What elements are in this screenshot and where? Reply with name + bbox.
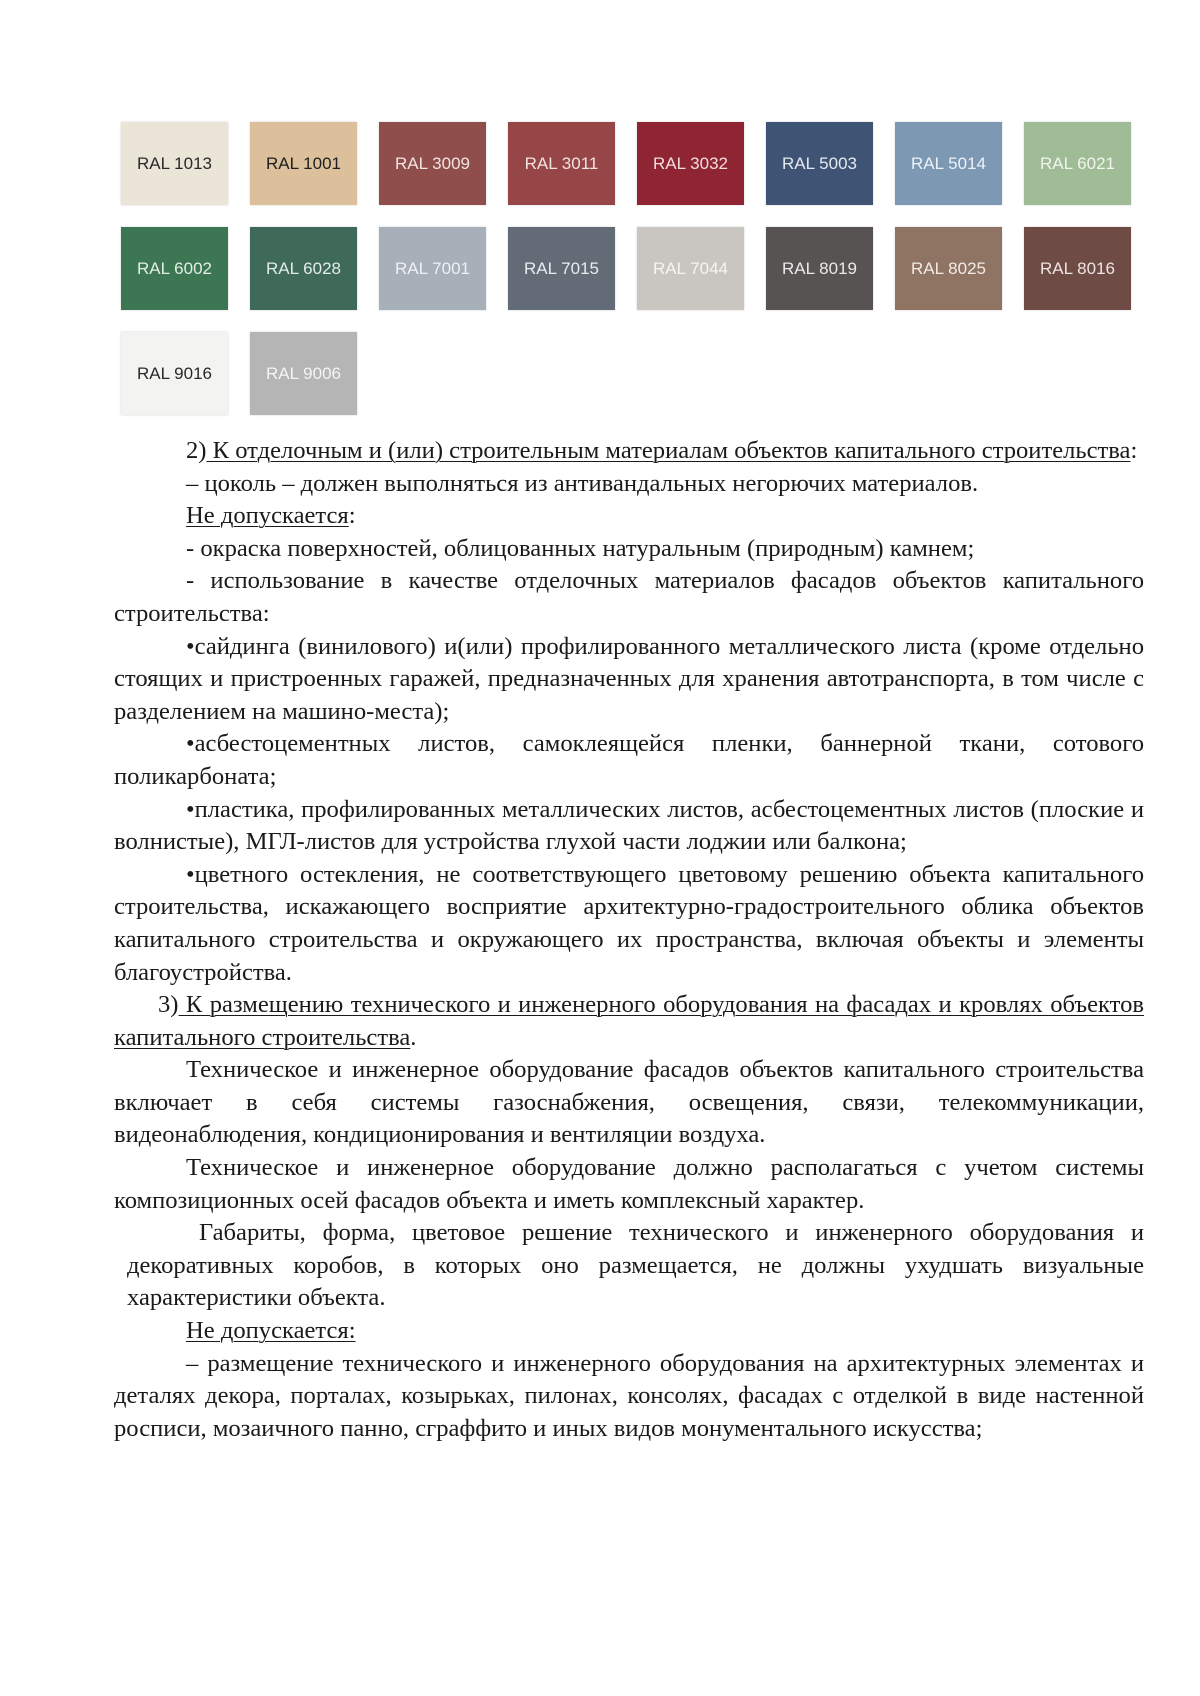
- color-swatch: RAL 6002: [121, 227, 228, 310]
- materials-prohibition: - использование в качестве отделочных материалов фасадов объектов капитального строительства:: [114, 567, 1144, 627]
- plinth-requirement: – цоколь – должен выполняться из антивандальных негорючих материалов.: [186, 469, 979, 497]
- bullet-siding: •сайдинга (винилового) и(или) профилированного металлического листа (кроме отдельно стоящих и пристроенных гаражей, предназначенных для хранения автотранспорта, в том числе с разделением на машино-места);: [114, 632, 1144, 725]
- color-swatch: RAL 5003: [766, 122, 873, 205]
- color-swatch: RAL 7044: [637, 227, 744, 310]
- swatch-row: [121, 332, 1141, 415]
- not-allowed-label-2: Не допускается:: [186, 1317, 356, 1345]
- section-3-title: К размещению технического и инженерного оборудования на фасадах и кровлях объектов капитального строительства: [114, 991, 1144, 1051]
- equipment-paragraph-2: Техническое и инженерное оборудование должно располагаться с учетом системы композиционных осей фасадов объекта и иметь комплексный характер.: [114, 1154, 1144, 1214]
- color-swatch: RAL 8016: [1024, 227, 1131, 310]
- swatch-row: [121, 122, 1141, 205]
- color-swatch: RAL 7001: [379, 227, 486, 310]
- ral-color-palette: [121, 122, 1141, 437]
- color-swatch: RAL 5014: [895, 122, 1002, 205]
- swatch-row: [121, 227, 1141, 310]
- placement-prohibition: – размещение технического и инженерного оборудования на архитектурных элементах и деталях декора, порталах, козырьках, пилонах, консолях, фасадах с отделкой в виде настенной росписи, мозаичного панно, сграффито и иных видов монументального искусства;: [114, 1349, 1144, 1442]
- color-swatch: RAL 9016: [121, 332, 228, 415]
- color-swatch: RAL 8025: [895, 227, 1002, 310]
- document-body: [114, 435, 1144, 1445]
- section-2-heading: 2) К отделочным и (или) строительным материалам объектов капитального строительства:: [186, 437, 1138, 464]
- section-2-title: К отделочным и (или) строительным материалам объектов капитального строительства: [206, 437, 1131, 464]
- section-3-heading: 3) К размещению технического и инженерного оборудования на фасадах и кровлях объектов капитального строительства.: [114, 991, 1144, 1051]
- color-swatch: RAL 3009: [379, 122, 486, 205]
- not-allowed-label: Не допускается:: [186, 502, 356, 530]
- color-swatch: RAL 3032: [637, 122, 744, 205]
- bullet-glazing: •цветного остекления, не соответствующего цветовому решению объекта капитального строительства, искажающего восприятие архитектурно-градостроительного облика объектов капитального строительства и окружающего их пространства, включая объекты и элементы благоустройства.: [114, 860, 1144, 986]
- equipment-paragraph-1: Техническое и инженерное оборудование фасадов объектов капитального строительства включает в себя системы газоснабжения, освещения, связи, телекоммуникации, видеонаблюдения, кондиционирования и вентиляции воздуха.: [114, 1056, 1144, 1149]
- equipment-paragraph-3: Габариты, форма, цветовое решение технического и инженерного оборудования и декоративных коробов, в которых оно размещается, не должны ухудшать визуальные характеристики объекта.: [127, 1219, 1144, 1312]
- color-swatch: RAL 7015: [508, 227, 615, 310]
- bullet-asbestos: •асбестоцементных листов, самоклеящейся пленки, баннерной ткани, сотового поликарбоната;: [114, 730, 1144, 790]
- color-swatch: RAL 3011: [508, 122, 615, 205]
- paint-prohibition: - окраска поверхностей, облицованных натуральным (природным) камнем;: [186, 534, 975, 562]
- color-swatch: RAL 1013: [121, 122, 228, 205]
- color-swatch: RAL 6021: [1024, 122, 1131, 205]
- color-swatch: RAL 9006: [250, 332, 357, 415]
- color-swatch: RAL 6028: [250, 227, 357, 310]
- color-swatch: RAL 1001: [250, 122, 357, 205]
- bullet-plastic: •пластика, профилированных металлических листов, асбестоцементных листов (плоские и волнистые), МГЛ-листов для устройства глухой части лоджии или балкона;: [114, 795, 1144, 856]
- color-swatch: RAL 8019: [766, 227, 873, 310]
